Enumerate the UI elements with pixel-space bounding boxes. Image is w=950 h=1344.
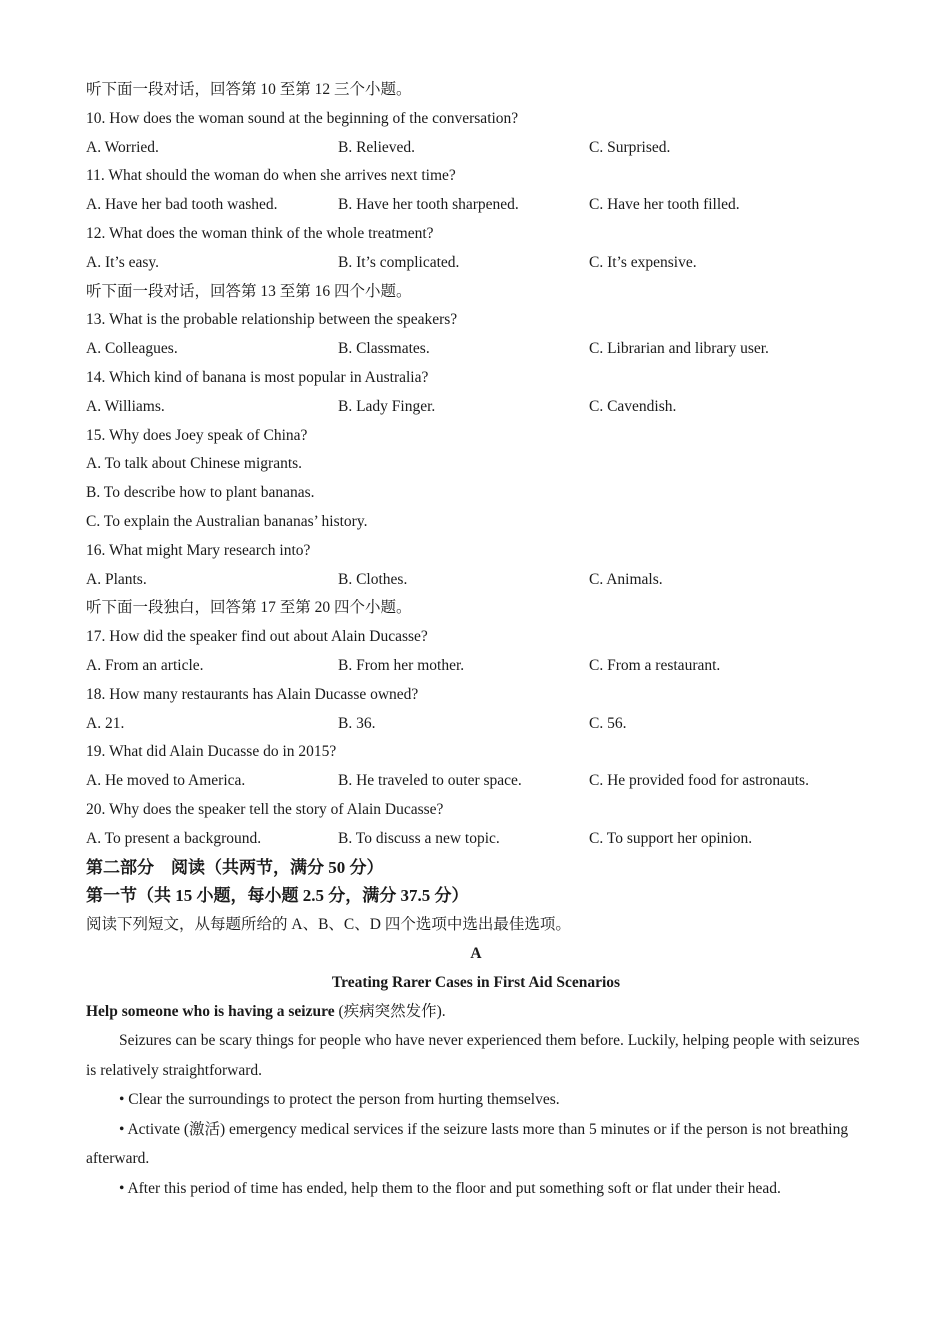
sub-heading-bold: Help someone who is having a seizure xyxy=(86,1002,335,1020)
part2-title: 第二部分 阅读（共两节，满分 50 分） xyxy=(86,857,384,877)
option-14-a: A. Williams. xyxy=(86,397,165,415)
option-15-b: B. To describe how to plant bananas. xyxy=(86,484,315,502)
question-11: 11. What should the woman do when she arrives next time? xyxy=(86,167,456,185)
option-18-a: A. 21. xyxy=(86,714,125,732)
option-15-c: C. To explain the Australian bananas’ history. xyxy=(86,512,368,530)
question-13: 13. What is the probable relationship between the speakers? xyxy=(86,311,458,329)
question-15: 15. Why does Joey speak of China? xyxy=(86,426,308,444)
option-10-b: B. Relieved. xyxy=(338,138,416,156)
option-16-b: B. Clothes. xyxy=(338,570,408,588)
option-17-c: C. From a restaurant. xyxy=(589,656,721,674)
option-11-a: A. Have her bad tooth washed. xyxy=(86,196,278,214)
section-intro-13-16: 听下面一段对话，回答第 13 至第 16 四个小题。 xyxy=(86,282,412,300)
options-19 xyxy=(86,767,866,796)
exam-page xyxy=(86,76,866,1203)
option-12-a: A. It’s easy. xyxy=(86,253,160,271)
option-17-a: A. From an article. xyxy=(86,656,204,674)
passage-bullet-3: • After this period of time has ended, help them to the floor and put something soft or flat under their head. xyxy=(119,1179,781,1197)
options-16 xyxy=(86,566,866,595)
option-19-b: B. He traveled to outer space. xyxy=(338,772,522,790)
option-10-c: C. Surprised. xyxy=(589,138,671,156)
options-20 xyxy=(86,825,866,854)
passage-title: Treating Rarer Cases in First Aid Scenarios xyxy=(331,973,621,991)
section-intro-17-20: 听下面一段独白，回答第 17 至第 20 四个小题。 xyxy=(86,599,412,617)
option-20-b: B. To discuss a new topic. xyxy=(338,829,500,847)
question-10: 10. How does the woman sound at the beginning of the conversation? xyxy=(86,109,519,127)
question-17: 17. How did the speaker find out about Alain Ducasse? xyxy=(86,628,428,646)
passage-bullet-2: • Activate (激活) emergency medical services if the seizure lasts more than 5 minutes or if the person is not breathing afterward. xyxy=(86,1120,849,1168)
option-11-b: B. Have her tooth sharpened. xyxy=(338,196,519,214)
option-10-a: A. Worried. xyxy=(86,138,159,156)
question-20: 20. Why does the speaker tell the story of Alain Ducasse? xyxy=(86,800,444,818)
option-13-c: C. Librarian and library user. xyxy=(589,340,769,358)
question-18: 18. How many restaurants has Alain Ducasse owned? xyxy=(86,685,419,703)
options-10 xyxy=(86,134,866,163)
part2-section-title: 第一节（共 15 小题，每小题 2.5 分，满分 37.5 分） xyxy=(86,886,469,906)
option-17-b: B. From her mother. xyxy=(338,656,465,674)
question-19: 19. What did Alain Ducasse do in 2015? xyxy=(86,743,337,761)
passage-bullet-1: • Clear the surroundings to protect the person from hurting themselves. xyxy=(119,1091,560,1109)
question-14: 14. Which kind of banana is most popular in Australia? xyxy=(86,368,429,386)
passage-letter: A xyxy=(470,944,482,962)
question-12: 12. What does the woman think of the whole treatment? xyxy=(86,224,434,242)
part2-instruction: 阅读下列短文，从每题所给的 A、B、C、D 四个选项中选出最佳选项。 xyxy=(86,916,571,934)
sub-heading-note: (疾病突然发作). xyxy=(334,1002,446,1020)
options-11 xyxy=(86,191,866,220)
option-11-c: C. Have her tooth filled. xyxy=(589,196,740,214)
option-19-c: C. He provided food for astronauts. xyxy=(589,772,809,790)
options-18 xyxy=(86,710,866,739)
option-16-a: A. Plants. xyxy=(86,570,147,588)
option-20-a: A. To present a background. xyxy=(86,829,262,847)
options-17 xyxy=(86,652,866,681)
options-12 xyxy=(86,249,866,278)
option-15-a: A. To talk about Chinese migrants. xyxy=(86,455,303,473)
option-14-c: C. Cavendish. xyxy=(589,397,677,415)
option-18-c: C. 56. xyxy=(589,714,627,732)
section-intro-10-12: 听下面一段对话，回答第 10 至第 12 三个小题。 xyxy=(86,81,412,98)
question-16: 16. What might Mary research into? xyxy=(86,541,311,559)
option-12-b: B. It’s complicated. xyxy=(338,253,460,271)
option-13-a: A. Colleagues. xyxy=(86,340,178,358)
option-16-c: C. Animals. xyxy=(589,570,663,588)
passage-sub-heading xyxy=(86,998,866,1027)
option-13-b: B. Classmates. xyxy=(338,340,430,358)
option-12-c: C. It’s expensive. xyxy=(589,253,697,271)
option-19-a: A. He moved to America. xyxy=(86,772,246,790)
option-20-c: C. To support her opinion. xyxy=(589,829,753,847)
options-14 xyxy=(86,393,866,422)
options-13 xyxy=(86,335,866,364)
option-14-b: B. Lady Finger. xyxy=(338,397,436,415)
option-18-b: B. 36. xyxy=(338,714,376,732)
passage-paragraph-1: Seizures can be scary things for people who have never experienced them before. Luckily, helping people with seizures is relatively straightforward. xyxy=(86,1032,860,1079)
